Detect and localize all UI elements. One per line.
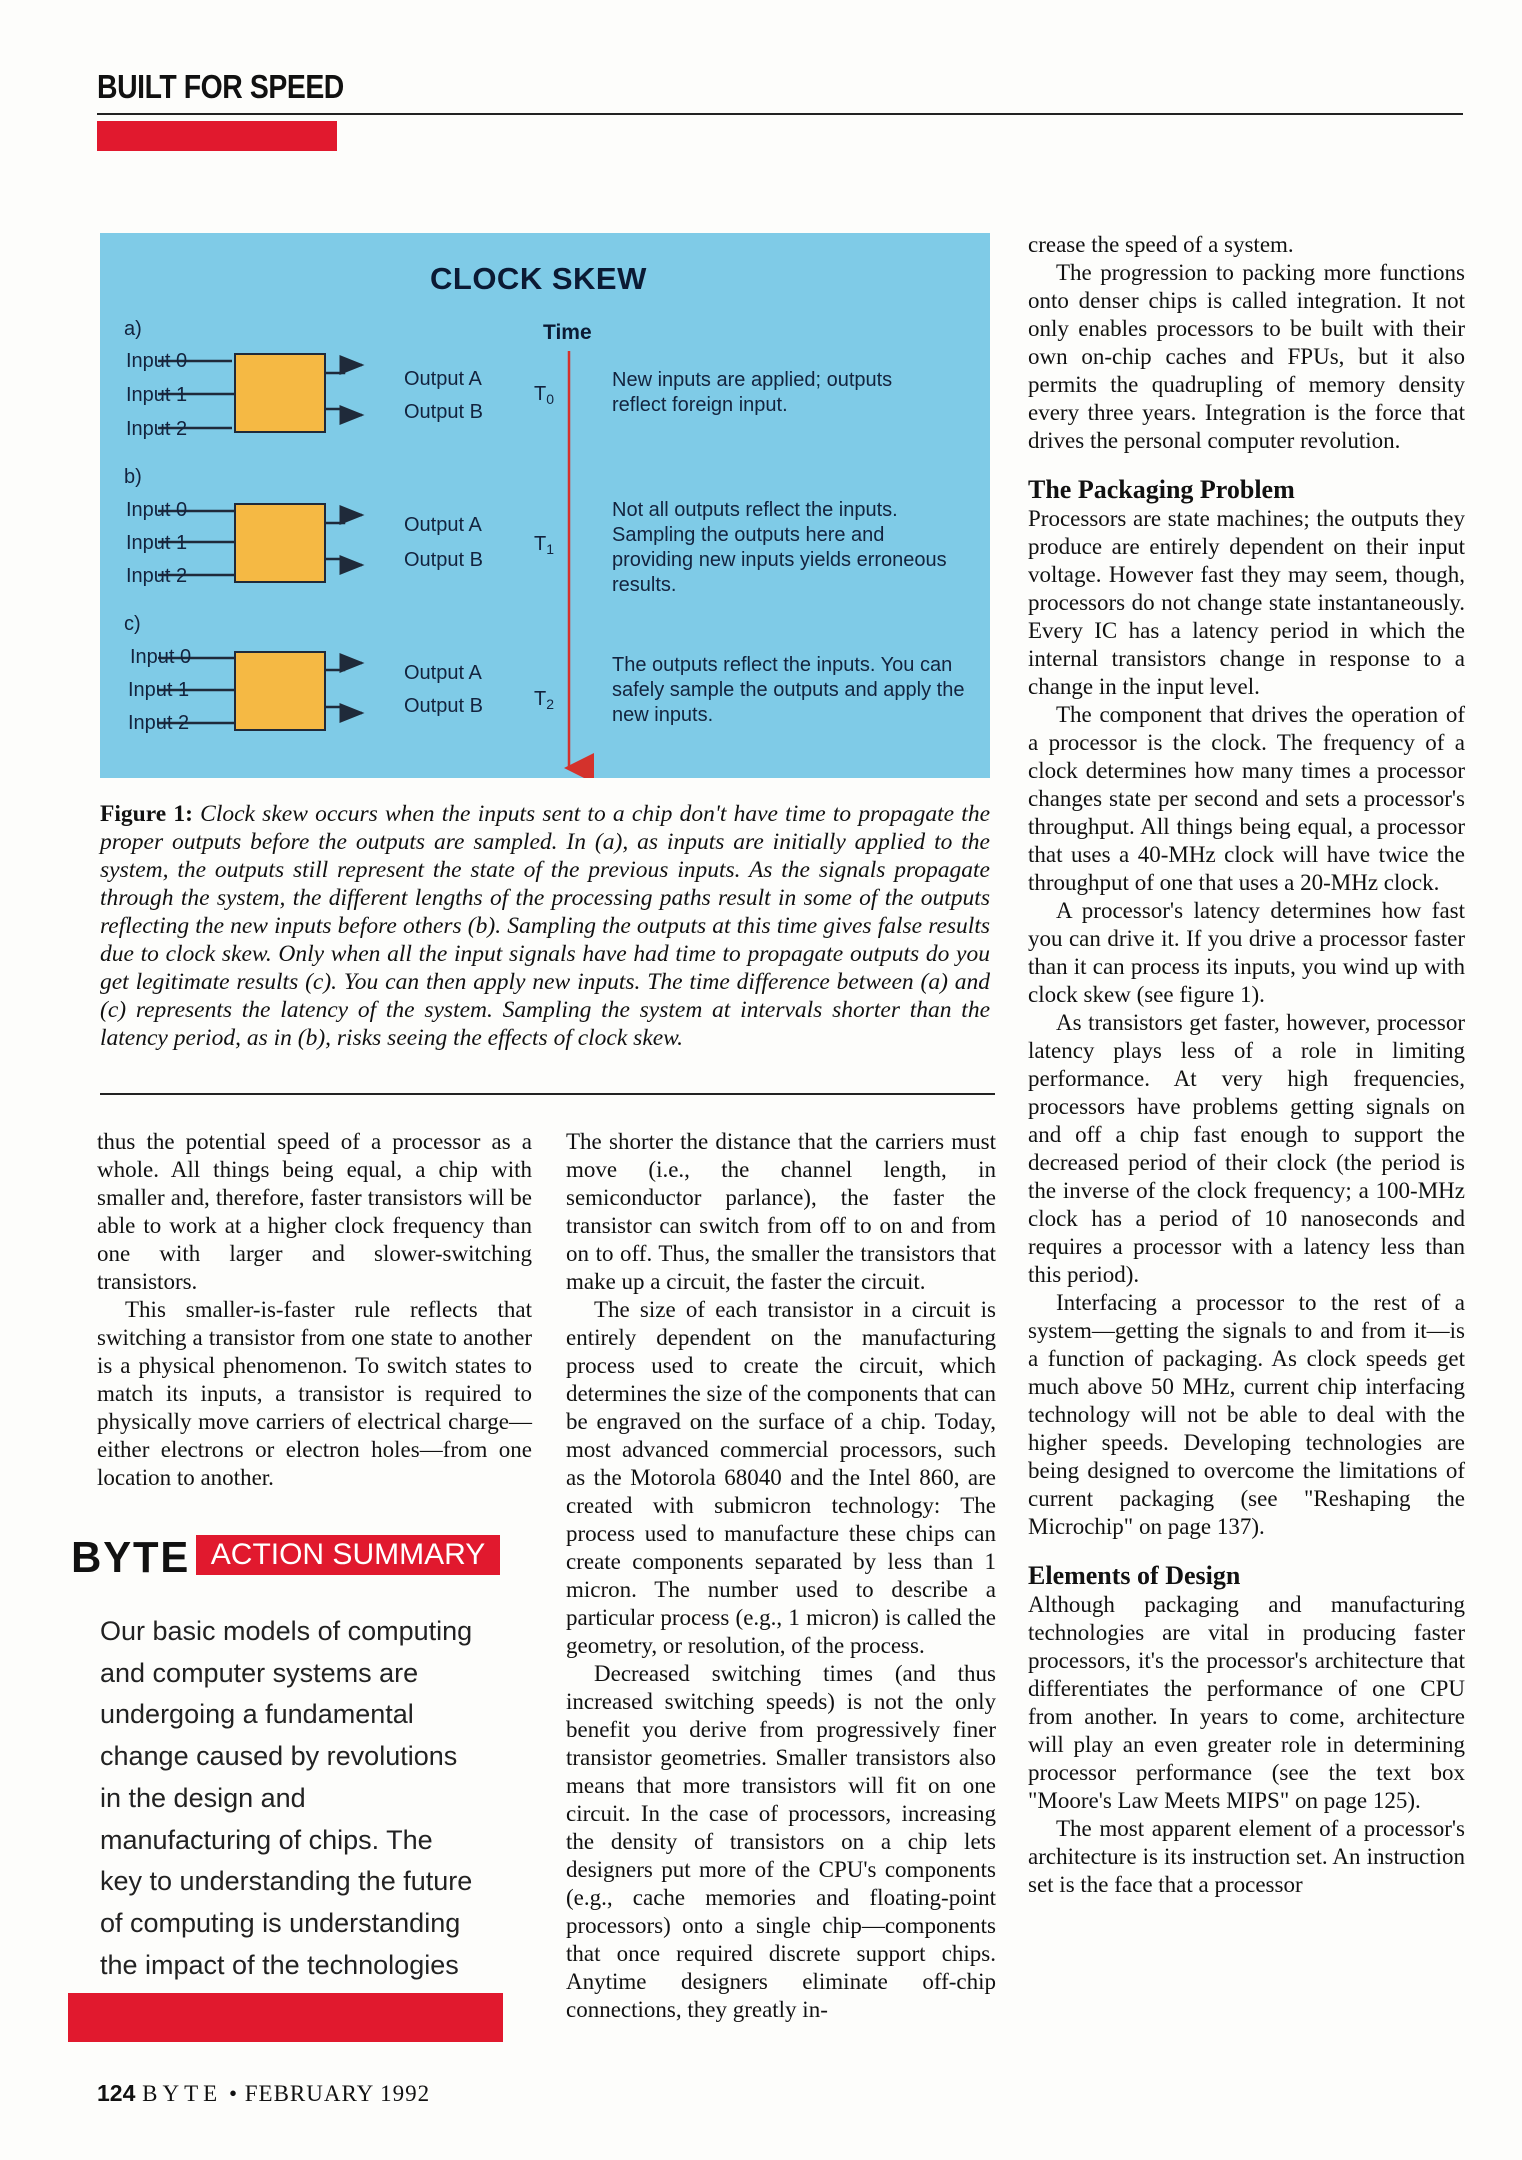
panel-a-output-b: Output B — [404, 401, 483, 423]
col3-paragraph-3: Processors are state machines; the outputs they produce are entirely dependent on their input voltage. However fast they may seem, though, processors do not change state instantaneously. Every IC has a latency period in which the internal transistors change in response to a change in the input level. — [1028, 506, 1465, 699]
panel-a-label: a) — [124, 318, 142, 340]
col3-paragraph-5: A processor's latency determines how fast you can drive it. If you drive a processor faster than it can process its inputs, you wind up with clock skew (see figure 1). — [1028, 898, 1465, 1007]
panel-a-description: New inputs are applied; outputs reflect foreign input. — [612, 369, 893, 416]
footer-magazine: BYTE — [142, 2081, 223, 2106]
action-summary-text: Our basic models of computing and computer systems are undergoing a fundamental change caused by revolutions in the design and manufacturing of chips. The key to understanding the future of computing is understanding the impact of the technologies — [100, 1616, 473, 1980]
col2-paragraph-1: The shorter the distance that the carriers must move (i.e., the channel length, in semiconductor parlance), the faster the transistor can switch from off to on and from on to off. Thus, the smaller the transistors that make up a circuit, the faster the circuit. — [566, 1129, 996, 1294]
action-summary-header: ACTION SUMMARY — [196, 1535, 500, 1575]
panel-a-time: $T_0$ — [534, 383, 555, 407]
col3-paragraph-9: The most apparent element of a processor's architecture is its instruction set. An instruction set is the face that a processor — [1028, 1816, 1465, 1897]
footer-separator: • — [228, 2081, 238, 2106]
column-1 — [97, 1128, 532, 1492]
header-accent-bar — [97, 121, 337, 151]
panel-b-output-b: Output B — [404, 549, 483, 571]
page-number: 124 — [97, 2080, 136, 2106]
chip-block-a — [234, 353, 326, 433]
heading-elements-of-design: Elements of Design — [1028, 1561, 1241, 1590]
heading-packaging-problem: The Packaging Problem — [1028, 475, 1295, 504]
panel-a-output-a: Output A — [404, 368, 482, 390]
chip-block-c — [234, 651, 326, 731]
panel-b-input-0: Input 0 — [126, 499, 188, 521]
panel-a-input-2: Input 2 — [126, 418, 188, 440]
col3-paragraph-7: Interfacing a processor to the rest of a system—getting the signals to and from it—is a function of packaging. As clock speeds get much above 50 MHz, current chip interfacing technology will not be able to deal with the higher speeds. Developing technologies are being designed to overcome the limitations of current packaging (see "Reshaping the Microchip" on page 137). — [1028, 1290, 1465, 1539]
caption-label: Figure 1: — [100, 801, 193, 827]
panel-a-input-1: Input 1 — [126, 384, 188, 406]
panel-c-output-b: Output B — [404, 695, 483, 717]
panel-c-input-0: Input 0 — [130, 646, 192, 668]
panel-c-input-1: Input 1 — [128, 679, 190, 701]
section-title: BUILT FOR SPEED — [97, 68, 344, 105]
col3-paragraph-2: The progression to packing more functions onto denser chips is called integration. It not only enables processors to be built with their own on-chip caches and FPUs, but it also permits the quadrupling of memory density every three years. Integration is the force that drives the personal computer revolution. — [1028, 260, 1465, 453]
panel-b-label: b) — [124, 466, 142, 488]
col1-paragraph-1: thus the potential speed of a processor as a whole. All things being equal, a chip with smaller and, therefore, faster transistors will be able to work at a higher clock frequency than one with larger and slower-switching transistors. — [97, 1129, 532, 1294]
page-footer — [97, 2080, 430, 2107]
panel-c-description: The outputs reflect the inputs. You can safely sample the outputs and apply the new inputs. — [612, 654, 965, 726]
footer-date: FEBRUARY 1992 — [244, 2081, 431, 2106]
panel-b-time: $T_1$ — [534, 533, 555, 557]
panel-c-label: c) — [124, 613, 141, 635]
caption-text: Clock skew occurs when the inputs sent to a chip don't have time to propagate the proper outputs before the outputs are sampled. In (a), as inputs are initially applied to the system, the outputs still represent the state of the previous inputs. As the signals propagate through the system, the different lengths of the processing paths result in some of the outputs reflecting the new inputs before others (b). Sampling the outputs at this time gives false results due to clock skew. Only when all the input signals have had time to propagate outputs do you get legitimate results (c). You can then apply new inputs. The time difference between (a) and (c) represents the latency of the system. Sampling the system at intervals shorter than the latency period, as in (b), risks seeing the effects of clock skew. — [100, 801, 990, 1051]
col2-paragraph-3: Decreased switching times (and thus increased switching speeds) is not the only benefit you derive from progressively finer transistor geometries. Smaller transistors also means that more transistors will fit on one circuit. In the case of processors, increasing the density of transistors on a chip lets designers put more of the CPU's components (e.g., cache memories and floating-point processors) onto a single chip—components that once required discrete support chips. Anytime designers eliminate off-chip connections, they greatly in- — [566, 1661, 996, 2022]
header-rule — [97, 113, 1463, 115]
panel-b-input-2: Input 2 — [126, 565, 188, 587]
panel-c-time: $T_2$ — [534, 688, 555, 712]
col2-paragraph-2: The size of each transistor in a circuit is entirely dependent on the manufacturing process used to create the circuit, which determines the size of the components that can be engraved on the surface of a chip. Today, most advanced commercial processors, such as the Motorola 68040 and the Intel 860, are created with submicron technology: The process used to manufacture these chips can create components separated by less than 1 micron. The number used to describe a particular process (e.g., 1 micron) is called the geometry, or resolution, of the process. — [566, 1297, 996, 1658]
figure-title: CLOCK SKEW — [430, 261, 647, 296]
column-3 — [1028, 231, 1465, 1899]
col3-paragraph-1: crease the speed of a system. — [1028, 232, 1294, 257]
col3-paragraph-8: Although packaging and manufacturing technologies are vital in producing faster processors, it's the processor's architecture that differentiates the performance of one CPU from another. In years to come, architecture will play an even greater role in determining processor performance (see the text box "Moore's Law Meets MIPS" on page 125). — [1028, 1592, 1465, 1813]
panel-b-input-1: Input 1 — [126, 532, 188, 554]
panel-c-input-2: Input 2 — [128, 712, 190, 734]
figure-caption — [100, 800, 990, 1052]
panel-c-output-a: Output A — [404, 662, 482, 684]
byte-logo: BYTE — [71, 1533, 191, 1582]
chip-block-b — [234, 503, 326, 583]
clock-skew-figure — [100, 233, 990, 778]
panel-a-input-0: Input 0 — [126, 350, 188, 372]
col3-paragraph-4: The component that drives the operation of a processor is the clock. The frequency of a clock determines how many times a processor changes state per second and sets a processor's throughput. All things being equal, a processor that uses a 40-MHz clock will have twice the throughput of one that uses a 20-MHz clock. — [1028, 702, 1465, 895]
col3-paragraph-6: As transistors get faster, however, processor latency plays less of a role in limiting performance. At very high frequencies, processors have problems getting signals on and off a chip fast enough to support the decreased period of their clock (the period is the inverse of the clock frequency; a 100-MHz clock has a period of 10 nanoseconds and requires a processor with a latency less than this period). — [1028, 1010, 1465, 1287]
caption-rule — [100, 1093, 995, 1095]
time-axis-label: Time — [543, 321, 592, 344]
column-2 — [566, 1128, 996, 2024]
col1-paragraph-2: This smaller-is-faster rule reflects that switching a transistor from one state to another is a physical phenomenon. To switch states to match its inputs, a transistor is required to physically move carriers of electrical charge—either electrons or electron holes—from one location to another. — [97, 1297, 532, 1490]
panel-b-description: Not all outputs reflect the inputs. Sampling the outputs here and providing new inputs yields erroneous results. — [612, 499, 947, 596]
action-summary-bottom-bar — [68, 1993, 503, 2042]
panel-b-output-a: Output A — [404, 514, 482, 536]
